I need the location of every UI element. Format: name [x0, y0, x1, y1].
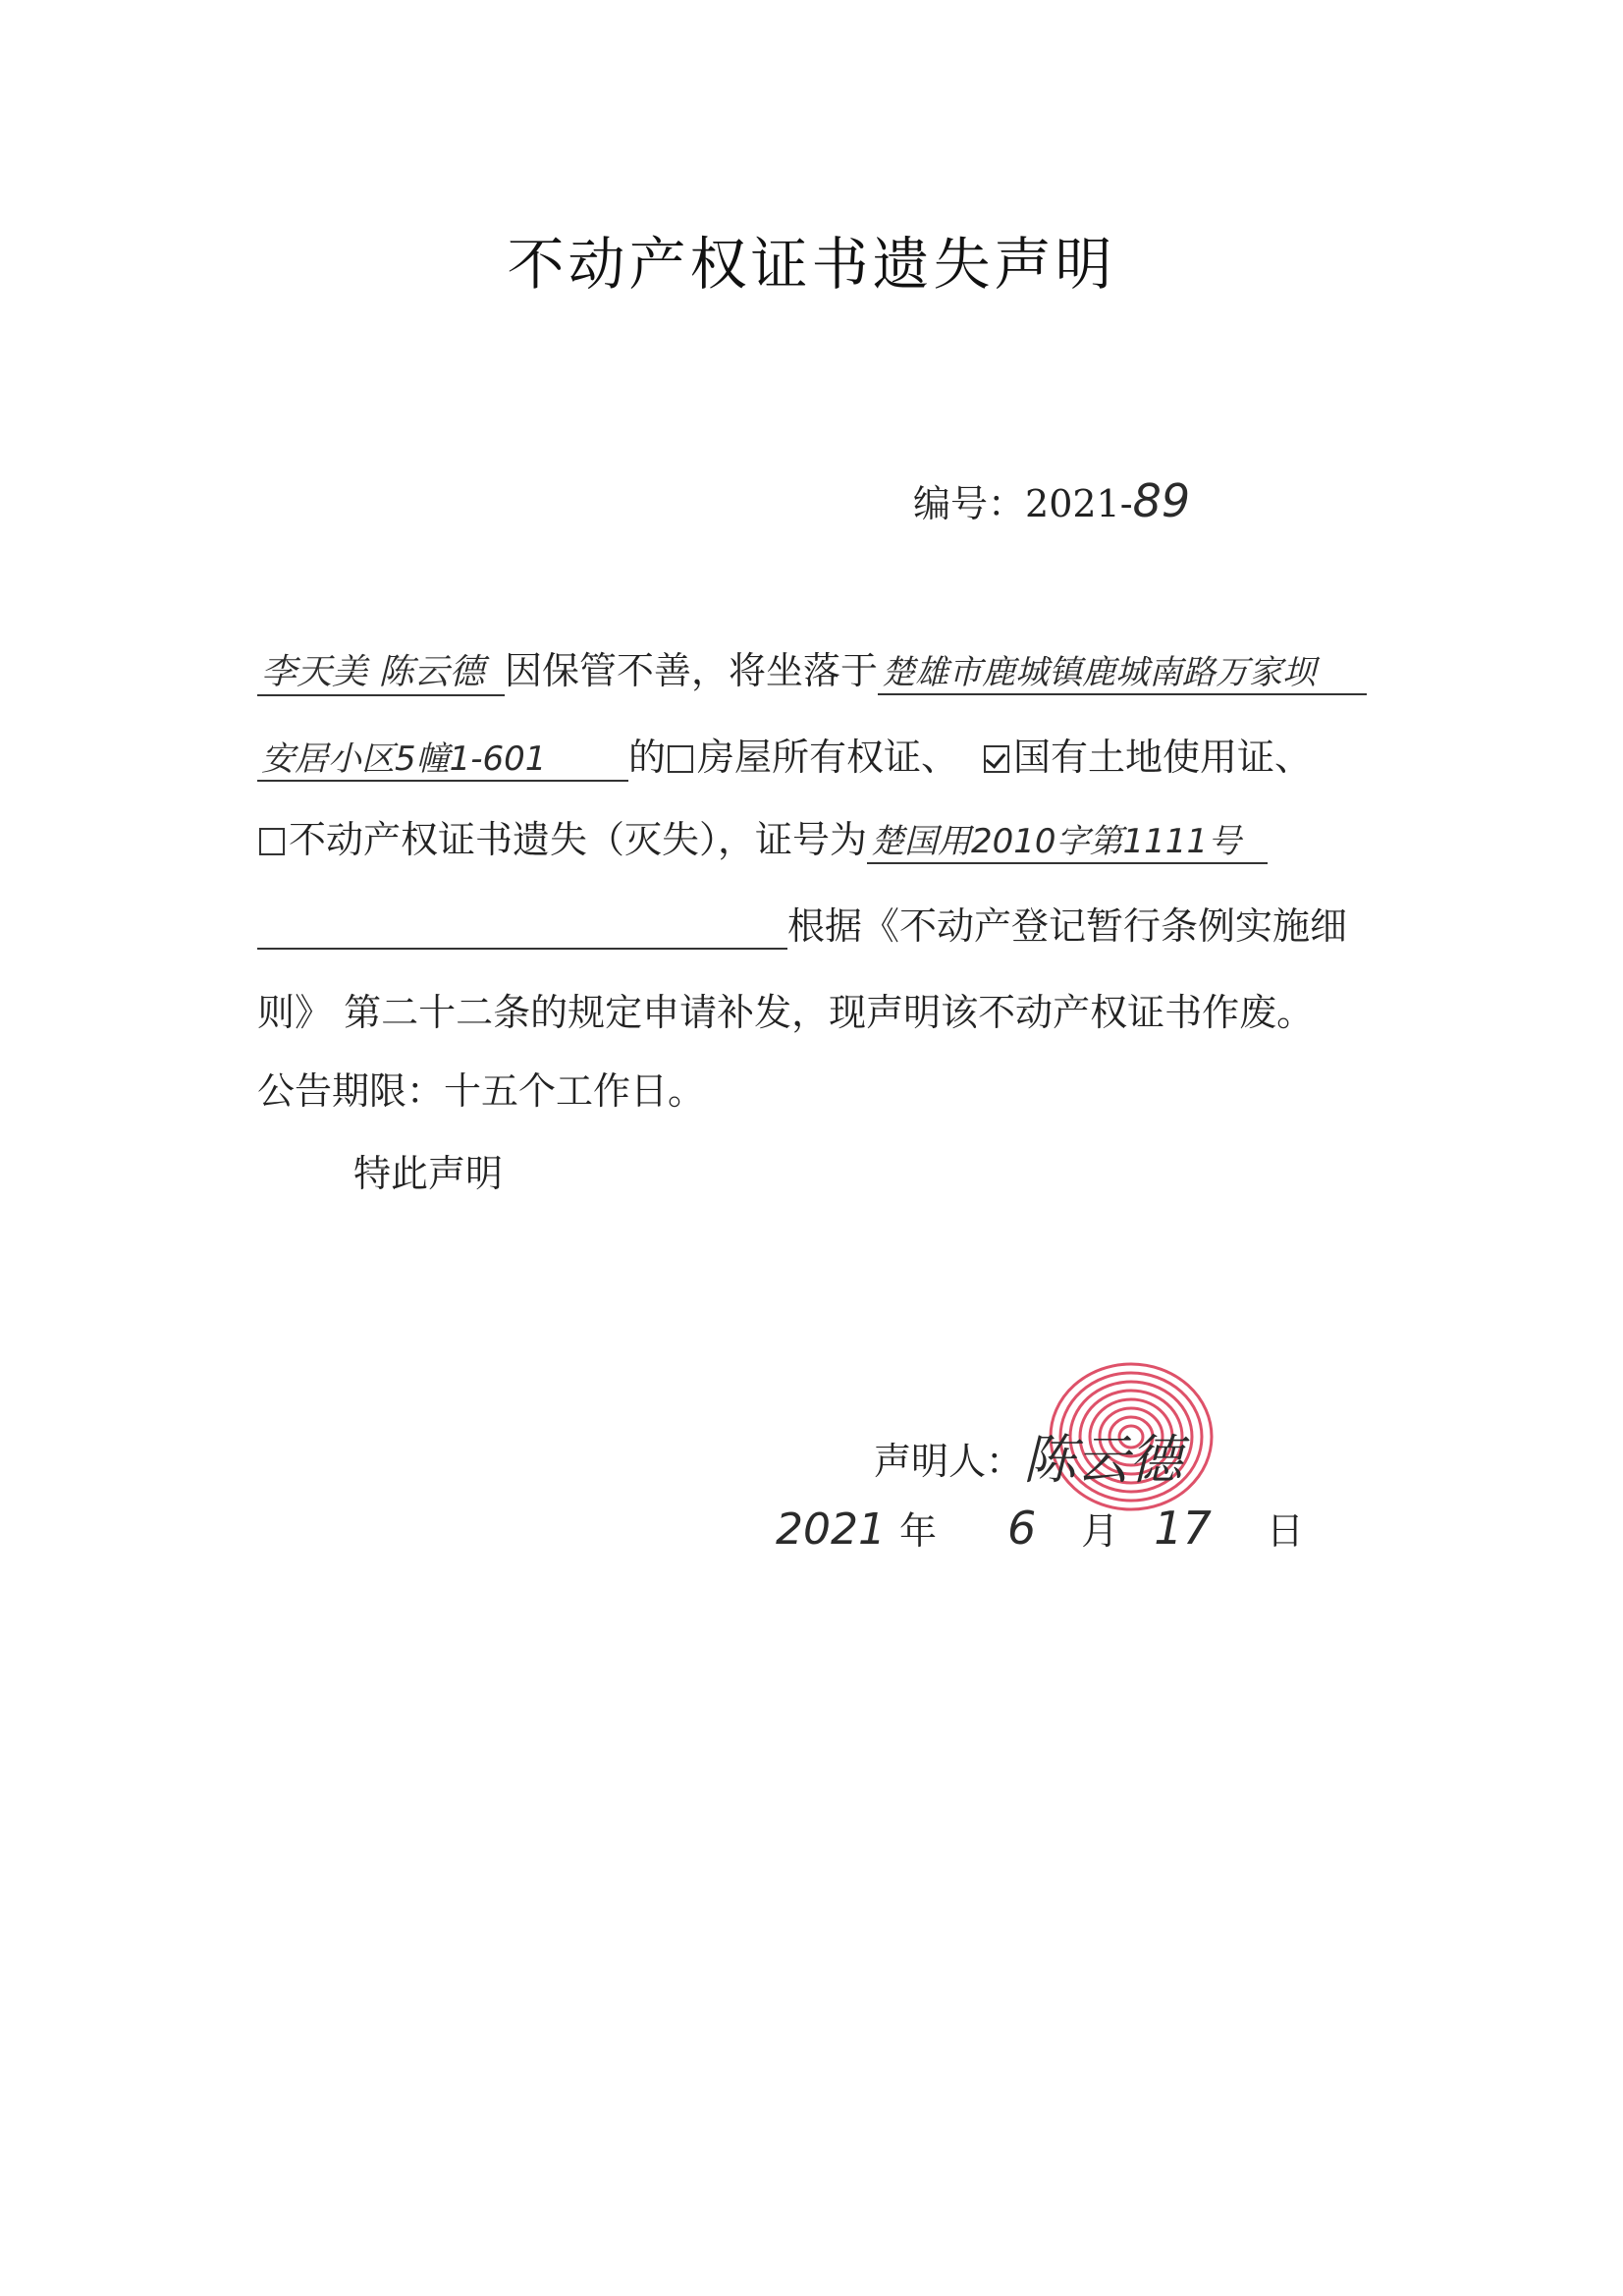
date-year-label: 年 [898, 1509, 937, 1553]
body-line-3 [257, 809, 1268, 864]
option-land-label: 国有土地使用证、 [1013, 736, 1313, 779]
number-printed: 2021- [1025, 482, 1133, 525]
number-label: 编号： [913, 482, 1026, 525]
declarant-signature: 陈云德 [1023, 1429, 1183, 1491]
address-field-line2: 安居小区5幢1-601 [257, 732, 628, 782]
certificate-number-field: 楚国用2010字第1111号 [867, 814, 1268, 864]
checkbox-house-certificate[interactable] [668, 745, 693, 773]
date-line [776, 1501, 1304, 1555]
address-field-line1: 楚雄市鹿城镇鹿城南路万家坝 [878, 645, 1367, 695]
document-number [913, 473, 1190, 527]
date-month: 6 [1007, 1502, 1037, 1555]
owners-field: 李天美 陈云德 [257, 644, 505, 696]
body-line-4 [257, 896, 1347, 950]
notice-period: 公告期限：十五个工作日。 [257, 1069, 706, 1113]
date-year: 2021 [776, 1504, 886, 1555]
of-text: 的 [628, 736, 667, 779]
body-line-1 [257, 640, 1367, 696]
declarant-label: 声明人： [874, 1440, 1024, 1483]
blank-fill-line [257, 912, 787, 950]
date-day: 17 [1154, 1502, 1212, 1555]
declarant-line [874, 1414, 1182, 1490]
checkbox-realestate-certificate[interactable] [259, 828, 285, 855]
body-line-2 [257, 727, 1312, 782]
checkbox-land-certificate[interactable] [984, 745, 1009, 773]
body-line-5: 则》 第二十二条的规定申请补发，现声明该不动产权证书作废。 [257, 991, 1315, 1034]
reason-text: 因保管不善，将坐落于 [505, 649, 879, 692]
option-house-label: 房屋所有权证、 [697, 736, 959, 779]
basis-text: 根据《不动产登记暂行条例实施细 [787, 904, 1348, 948]
date-day-label: 日 [1266, 1509, 1304, 1553]
closing-statement: 特此声明 [353, 1152, 504, 1195]
number-handwritten: 89 [1132, 474, 1191, 527]
document-title: 不动产权证书遗失声明 [507, 231, 1116, 298]
date-month-label: 月 [1081, 1509, 1119, 1553]
option-realestate-label: 不动产权证书遗失（灭失），证号为 [289, 818, 868, 861]
